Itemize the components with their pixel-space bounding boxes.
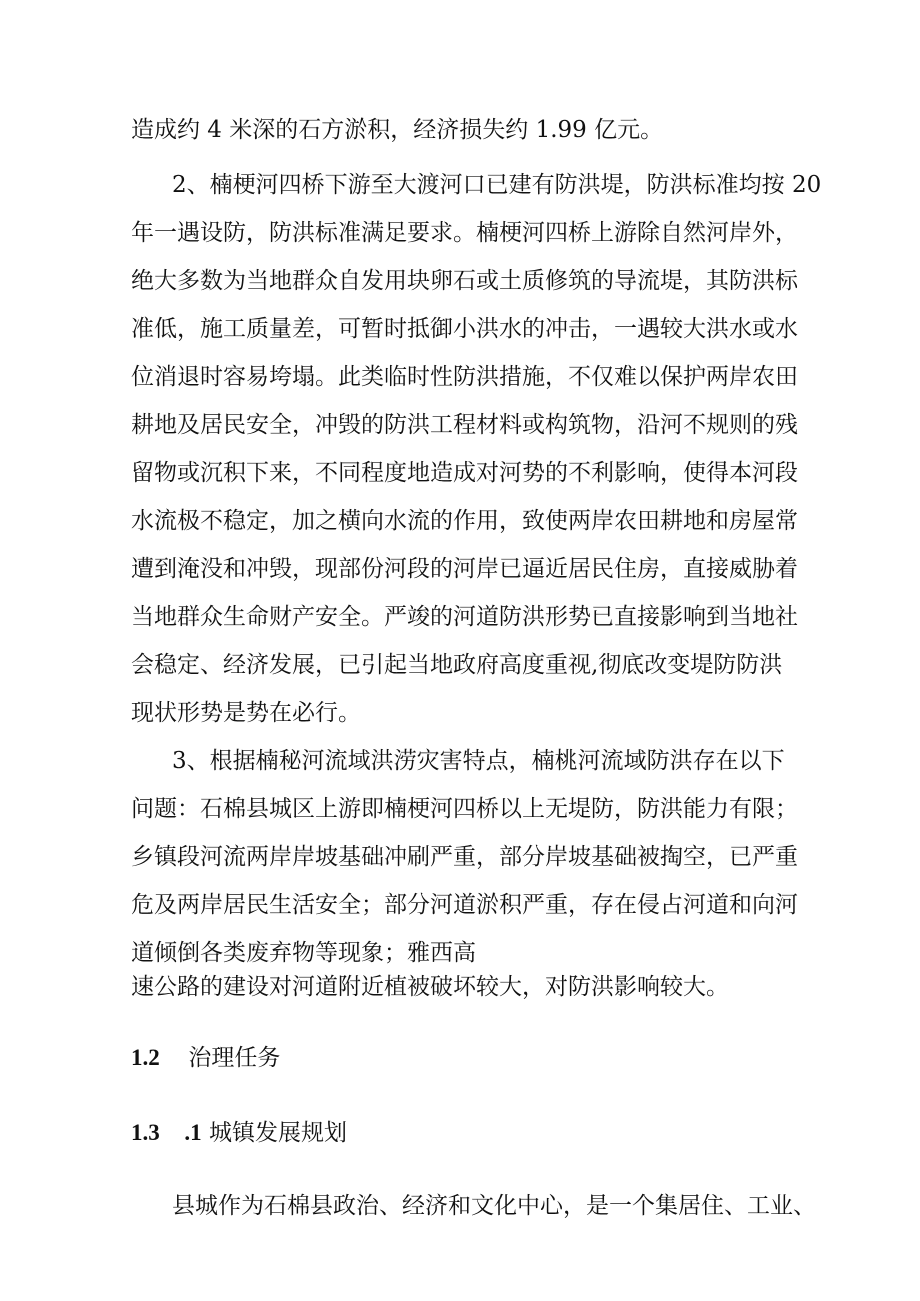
paragraph-line: 现状形势是势在必行。 (131, 700, 361, 726)
paragraph-line: 道倾倒各类废弃物等现象；雅西高 (131, 940, 476, 966)
paragraph-line: 乡镇段河流两岸岸坡基础冲刷严重，部分岸坡基础被掏空，已严重 (131, 844, 798, 870)
heading-number: 1.3 (131, 1120, 160, 1145)
paragraph-line: 会稳定、经济发展，已引起当地政府高度重视,彻底改变堤防防洪 (131, 652, 783, 678)
paragraph-line: 县城作为石棉县政治、经济和文化中心，是一个集居住、工业、 (172, 1193, 816, 1219)
paragraph-line: 水流极不稳定，加之横向水流的作用，致使两岸农田耕地和房屋常 (131, 508, 798, 534)
paragraph-line: 危及两岸居民生活安全；部分河道淤积严重，存在侵占河道和向河 (131, 892, 798, 918)
heading-text: 城镇发展规划 (208, 1120, 347, 1146)
heading-number: 1.2 (131, 1045, 160, 1070)
section-heading-1-3-1 (131, 1118, 347, 1148)
paragraph-line: 3、根据楠秘河流域洪涝灾害特点，楠桃河流域防洪存在以下 (172, 748, 785, 774)
section-heading-1-2 (131, 1043, 280, 1073)
paragraph-line: 耕地及居民安全，冲毁的防洪工程材料或构筑物，沿河不规则的残 (131, 412, 798, 438)
paragraph-line: 准低，施工质量差，可暂时抵御小洪水的冲击，一遇较大洪水或水 (131, 316, 798, 342)
paragraph-line: 年一遇设防，防洪标准满足要求。楠梗河四桥上游除自然河岸外， (131, 220, 798, 246)
paragraph-line: 留物或沉积下来，不同程度地造成对河势的不利影响，使得本河段 (131, 460, 798, 486)
paragraph-line: 速公路的建设对河道附近植被破坏较大，对防洪影响较大。 (131, 974, 729, 1000)
paragraph-line: 遭到淹没和冲毁，现部份河段的河岸已逼近居民住房，直接威胁着 (131, 556, 798, 582)
paragraph-line: 绝大多数为当地群众自发用块卵石或土质修筑的导流堤，其防洪标 (131, 268, 798, 294)
paragraph-line: 造成约 4 米深的石方淤积，经济损失约 1.99 亿元。 (131, 117, 664, 143)
paragraph-line: 问题：石棉县城区上游即楠梗河四桥以上无堤防，防洪能力有限； (131, 796, 798, 822)
paragraph-line: 当地群众生命财产安全。严竣的河道防洪形势已直接影响到当地社 (131, 604, 798, 630)
heading-subnumber: .1 (184, 1120, 202, 1145)
paragraph-line: 2、楠梗河四桥下游至大渡河口已建有防洪堤，防洪标准均按 20 (172, 172, 822, 198)
paragraph-line: 位消退时容易垮塌。此类临时性防洪措施，不仅难以保护两岸农田 (131, 364, 798, 390)
heading-text: 治理任务 (188, 1045, 281, 1071)
